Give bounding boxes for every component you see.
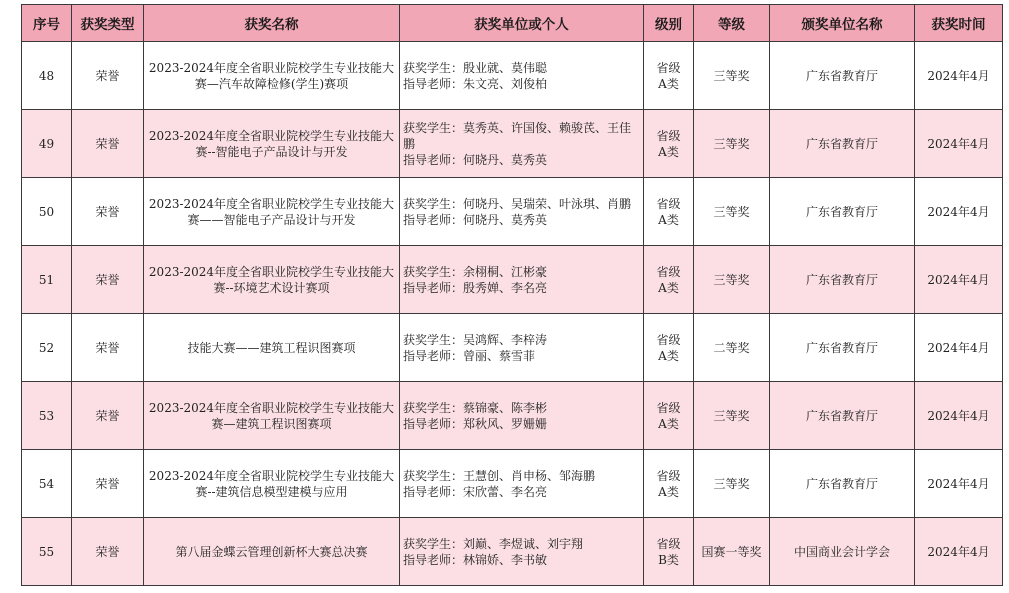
row-award-name: 2023-2024年度全省职业院校学生专业技能大赛--环境艺术设计赛项 [144, 246, 400, 314]
row-grade: 二等奖 [694, 314, 770, 382]
row-type: 荣誉 [72, 382, 144, 450]
row-no: 53 [22, 382, 72, 450]
row-issuer: 中国商业会计学会 [770, 518, 915, 586]
row-grade: 三等奖 [694, 382, 770, 450]
people-line: 获奖学生：殷业就、莫伟聪 [403, 60, 548, 75]
table-row [22, 178, 1003, 246]
row-grade: 三等奖 [694, 110, 770, 178]
row-award-name: 2023-2024年度全省职业院校学生专业技能大赛——智能电子产品设计与开发 [144, 178, 400, 246]
row-date: 2024年4月 [915, 178, 1003, 246]
level-text: 省级A类 [656, 128, 681, 159]
row-no: 48 [22, 42, 72, 110]
row-type: 荣誉 [72, 314, 144, 382]
row-date: 2024年4月 [915, 518, 1003, 586]
people-line: 指导老师：林锦娇、李书敏 [403, 552, 548, 567]
level-text: 省级A类 [656, 400, 681, 431]
header-issuer: 颁奖单位名称 [770, 5, 915, 42]
row-date: 2024年4月 [915, 42, 1003, 110]
row-no: 52 [22, 314, 72, 382]
row-issuer: 广东省教育厅 [770, 178, 915, 246]
people-line: 获奖学生：莫秀英、许国俊、赖骏芪、王佳鹏 [403, 120, 632, 151]
row-award-name: 第八届金蝶云管理创新杯大赛总决赛 [144, 518, 400, 586]
row-issuer: 广东省教育厅 [770, 382, 915, 450]
row-level [644, 450, 694, 518]
row-people [400, 110, 644, 178]
row-level [644, 382, 694, 450]
row-people [400, 314, 644, 382]
row-type: 荣誉 [72, 450, 144, 518]
row-date: 2024年4月 [915, 246, 1003, 314]
row-type: 荣誉 [72, 178, 144, 246]
level-text: 省级B类 [656, 536, 681, 567]
row-date: 2024年4月 [915, 450, 1003, 518]
level-text: 省级A类 [656, 196, 681, 227]
row-people [400, 42, 644, 110]
people-line: 指导老师：曾丽、蔡雪菲 [403, 348, 536, 363]
row-people [400, 246, 644, 314]
row-people [400, 518, 644, 586]
row-type: 荣誉 [72, 110, 144, 178]
people-line: 指导老师：宋欣蕾、李名亮 [403, 484, 548, 499]
row-people [400, 178, 644, 246]
row-award-name: 2023-2024年度全省职业院校学生专业技能大赛—建筑工程识图赛项 [144, 382, 400, 450]
row-date: 2024年4月 [915, 382, 1003, 450]
row-issuer: 广东省教育厅 [770, 110, 915, 178]
row-award-name: 2023-2024年度全省职业院校学生专业技能大赛--建筑信息模型建模与应用 [144, 450, 400, 518]
row-no: 55 [22, 518, 72, 586]
row-grade: 三等奖 [694, 42, 770, 110]
row-level [644, 42, 694, 110]
people-line: 指导老师：郑秋风、罗姗姗 [403, 416, 548, 431]
row-grade: 三等奖 [694, 450, 770, 518]
row-award-name: 技能大赛——建筑工程识图赛项 [144, 314, 400, 382]
row-no: 51 [22, 246, 72, 314]
row-date: 2024年4月 [915, 314, 1003, 382]
row-type: 荣誉 [72, 518, 144, 586]
row-date: 2024年4月 [915, 110, 1003, 178]
row-issuer: 广东省教育厅 [770, 42, 915, 110]
people-line: 指导老师：殷秀婵、李名亮 [403, 280, 548, 295]
level-text: 省级A类 [656, 468, 681, 499]
header-row [22, 5, 1003, 42]
level-text: 省级A类 [656, 332, 681, 363]
header-people: 获奖单位或个人 [400, 5, 644, 42]
table-row [22, 42, 1003, 110]
awards-table [21, 4, 1003, 586]
level-text: 省级A类 [656, 264, 681, 295]
row-level [644, 314, 694, 382]
header-type: 获奖类型 [72, 5, 144, 42]
people-line: 获奖学生：王慧创、肖申杨、邹海鹏 [403, 468, 596, 483]
row-issuer: 广东省教育厅 [770, 450, 915, 518]
table-body [22, 42, 1003, 586]
row-people [400, 450, 644, 518]
header-no: 序号 [22, 5, 72, 42]
row-no: 54 [22, 450, 72, 518]
row-type: 荣誉 [72, 246, 144, 314]
row-no: 50 [22, 178, 72, 246]
people-line: 获奖学生：何晓丹、吴瑞荣、叶泳琪、肖鹏 [403, 196, 632, 211]
table-row [22, 450, 1003, 518]
people-line: 获奖学生：余栩桐、江彬豪 [403, 264, 548, 279]
row-no: 49 [22, 110, 72, 178]
people-line: 指导老师：何晓丹、莫秀英 [403, 212, 548, 227]
row-award-name: 2023-2024年度全省职业院校学生专业技能大赛--智能电子产品设计与开发 [144, 110, 400, 178]
table-row [22, 382, 1003, 450]
row-award-name: 2023-2024年度全省职业院校学生专业技能大赛—汽车故障检修(学生)赛项 [144, 42, 400, 110]
row-issuer: 广东省教育厅 [770, 314, 915, 382]
table-row [22, 246, 1003, 314]
header-level: 级别 [644, 5, 694, 42]
people-line: 指导老师：何晓丹、莫秀英 [403, 152, 548, 167]
people-line: 指导老师：朱文亮、刘俊柏 [403, 76, 548, 91]
row-issuer: 广东省教育厅 [770, 246, 915, 314]
header-name: 获奖名称 [144, 5, 400, 42]
table-row [22, 110, 1003, 178]
row-level [644, 518, 694, 586]
table-row [22, 518, 1003, 586]
level-text: 省级A类 [656, 60, 681, 91]
people-line: 获奖学生：蔡锦豪、陈李彬 [403, 400, 548, 415]
header-grade: 等级 [694, 5, 770, 42]
row-people [400, 382, 644, 450]
header-date: 获奖时间 [915, 5, 1003, 42]
row-grade: 三等奖 [694, 246, 770, 314]
row-level [644, 178, 694, 246]
people-line: 获奖学生：刘巅、李煜诚、刘宇翔 [403, 536, 584, 551]
row-grade: 三等奖 [694, 178, 770, 246]
table-row [22, 314, 1003, 382]
people-line: 获奖学生：吴鸿辉、李梓涛 [403, 332, 548, 347]
row-grade: 国赛一等奖 [694, 518, 770, 586]
row-type: 荣誉 [72, 42, 144, 110]
row-level [644, 246, 694, 314]
row-level [644, 110, 694, 178]
